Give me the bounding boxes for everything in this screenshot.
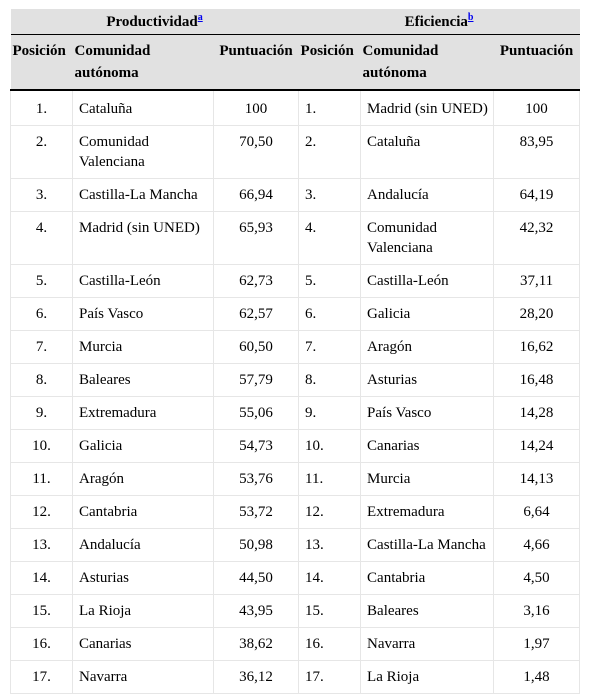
eficiencia-position: 14.	[299, 562, 361, 595]
eficiencia-position: 1.	[299, 90, 361, 126]
productividad-score: 65,93	[214, 212, 299, 265]
productividad-score: 55,06	[214, 397, 299, 430]
eficiencia-region: Murcia	[361, 463, 494, 496]
productividad-region: Madrid (sin UNED)	[73, 212, 214, 265]
eficiencia-score: 37,11	[494, 265, 580, 298]
col-comunidad-eficiencia: Comunidad autónoma	[361, 35, 494, 91]
col-posicion-eficiencia: Posición	[299, 35, 361, 91]
eficiencia-region: Castilla-La Mancha	[361, 529, 494, 562]
table-row	[11, 529, 580, 562]
productividad-score: 66,94	[214, 179, 299, 212]
eficiencia-region: Galicia	[361, 298, 494, 331]
table-row	[11, 212, 580, 265]
eficiencia-position: 9.	[299, 397, 361, 430]
productividad-position: 10.	[11, 430, 73, 463]
eficiencia-position: 2.	[299, 126, 361, 179]
col-posicion-productividad: Posición	[11, 35, 73, 91]
productividad-score: 50,98	[214, 529, 299, 562]
eficiencia-position: 5.	[299, 265, 361, 298]
eficiencia-score: 4,66	[494, 529, 580, 562]
eficiencia-region: Castilla-León	[361, 265, 494, 298]
eficiencia-score: 4,50	[494, 562, 580, 595]
table-row	[11, 661, 580, 694]
table-row	[11, 463, 580, 496]
eficiencia-score: 16,62	[494, 331, 580, 364]
productividad-score: 70,50	[214, 126, 299, 179]
eficiencia-region: La Rioja	[361, 661, 494, 694]
eficiencia-position: 17.	[299, 661, 361, 694]
productividad-position: 1.	[11, 90, 73, 126]
productividad-position: 15.	[11, 595, 73, 628]
eficiencia-score: 28,20	[494, 298, 580, 331]
table-row	[11, 265, 580, 298]
eficiencia-region: Cantabria	[361, 562, 494, 595]
eficiencia-score: 14,13	[494, 463, 580, 496]
eficiencia-position: 15.	[299, 595, 361, 628]
productividad-score: 53,76	[214, 463, 299, 496]
productividad-position: 17.	[11, 661, 73, 694]
productividad-region: Galicia	[73, 430, 214, 463]
productividad-region: Navarra	[73, 661, 214, 694]
table-body	[11, 90, 580, 694]
productividad-position: 11.	[11, 463, 73, 496]
eficiencia-region: Comunidad Valenciana	[361, 212, 494, 265]
ranking-table	[10, 9, 580, 694]
productividad-position: 12.	[11, 496, 73, 529]
eficiencia-score: 83,95	[494, 126, 580, 179]
productividad-region: Canarias	[73, 628, 214, 661]
eficiencia-region: Andalucía	[361, 179, 494, 212]
table-row	[11, 331, 580, 364]
eficiencia-position: 13.	[299, 529, 361, 562]
table-row	[11, 397, 580, 430]
eficiencia-score: 42,32	[494, 212, 580, 265]
eficiencia-score: 64,19	[494, 179, 580, 212]
eficiencia-region: País Vasco	[361, 397, 494, 430]
productividad-region: País Vasco	[73, 298, 214, 331]
productividad-score: 44,50	[214, 562, 299, 595]
eficiencia-region: Madrid (sin UNED)	[361, 90, 494, 126]
productividad-region: Extremadura	[73, 397, 214, 430]
eficiencia-score: 3,16	[494, 595, 580, 628]
col-puntuacion-eficiencia: Puntuación	[494, 35, 580, 91]
table-row	[11, 496, 580, 529]
productividad-region: Cataluña	[73, 90, 214, 126]
eficiencia-position: 3.	[299, 179, 361, 212]
group-header-row	[11, 9, 580, 35]
productividad-position: 6.	[11, 298, 73, 331]
productividad-position: 5.	[11, 265, 73, 298]
eficiencia-region: Asturias	[361, 364, 494, 397]
eficiencia-region: Canarias	[361, 430, 494, 463]
productividad-region: Castilla-La Mancha	[73, 179, 214, 212]
eficiencia-score: 14,24	[494, 430, 580, 463]
table-row	[11, 562, 580, 595]
productividad-region: Comunidad Valenciana	[73, 126, 214, 179]
productividad-position: 4.	[11, 212, 73, 265]
productividad-score: 43,95	[214, 595, 299, 628]
productividad-score: 57,79	[214, 364, 299, 397]
productividad-position: 14.	[11, 562, 73, 595]
eficiencia-score: 100	[494, 90, 580, 126]
productividad-region: Asturias	[73, 562, 214, 595]
eficiencia-score: 1,97	[494, 628, 580, 661]
productividad-region: Andalucía	[73, 529, 214, 562]
eficiencia-position: 12.	[299, 496, 361, 529]
productividad-score: 100	[214, 90, 299, 126]
eficiencia-score: 14,28	[494, 397, 580, 430]
productividad-position: 8.	[11, 364, 73, 397]
eficiencia-position: 16.	[299, 628, 361, 661]
productividad-region: Murcia	[73, 331, 214, 364]
productividad-position: 7.	[11, 331, 73, 364]
eficiencia-position: 11.	[299, 463, 361, 496]
productividad-region: Cantabria	[73, 496, 214, 529]
productividad-score: 60,50	[214, 331, 299, 364]
table-row	[11, 364, 580, 397]
eficiencia-position: 8.	[299, 364, 361, 397]
eficiencia-position: 7.	[299, 331, 361, 364]
table-row	[11, 430, 580, 463]
productividad-header: Productividad$^a$	[11, 9, 299, 35]
productividad-score: 54,73	[214, 430, 299, 463]
productividad-score: 36,12	[214, 661, 299, 694]
eficiencia-region: Baleares	[361, 595, 494, 628]
productividad-region: Castilla-León	[73, 265, 214, 298]
productividad-region: Aragón	[73, 463, 214, 496]
productividad-position: 13.	[11, 529, 73, 562]
eficiencia-region: Cataluña	[361, 126, 494, 179]
productividad-position: 3.	[11, 179, 73, 212]
productividad-score: 53,72	[214, 496, 299, 529]
productividad-score: 62,73	[214, 265, 299, 298]
eficiencia-region: Aragón	[361, 331, 494, 364]
table-row	[11, 628, 580, 661]
eficiencia-position: 10.	[299, 430, 361, 463]
eficiencia-position: 4.	[299, 212, 361, 265]
productividad-position: 2.	[11, 126, 73, 179]
table-row	[11, 298, 580, 331]
productividad-footnote-link[interactable]: a	[197, 12, 203, 23]
col-puntuacion-productividad: Puntuación	[214, 35, 299, 91]
table-row	[11, 90, 580, 126]
col-comunidad-productividad: Comunidad autónoma	[73, 35, 214, 91]
productividad-score: 62,57	[214, 298, 299, 331]
productividad-score: 38,62	[214, 628, 299, 661]
productividad-region: Baleares	[73, 364, 214, 397]
table-row	[11, 595, 580, 628]
column-header-row	[11, 35, 580, 91]
eficiencia-score: 16,48	[494, 364, 580, 397]
eficiencia-position: 6.	[299, 298, 361, 331]
eficiencia-score: 6,64	[494, 496, 580, 529]
table-row	[11, 126, 580, 179]
productividad-region: La Rioja	[73, 595, 214, 628]
eficiencia-region: Navarra	[361, 628, 494, 661]
productividad-position: 16.	[11, 628, 73, 661]
eficiencia-region: Extremadura	[361, 496, 494, 529]
eficiencia-header: Eficiencia$^b$	[299, 9, 580, 35]
eficiencia-footnote-link[interactable]: b	[467, 12, 474, 23]
table-row	[11, 179, 580, 212]
productividad-position: 9.	[11, 397, 73, 430]
eficiencia-score: 1,48	[494, 661, 580, 694]
